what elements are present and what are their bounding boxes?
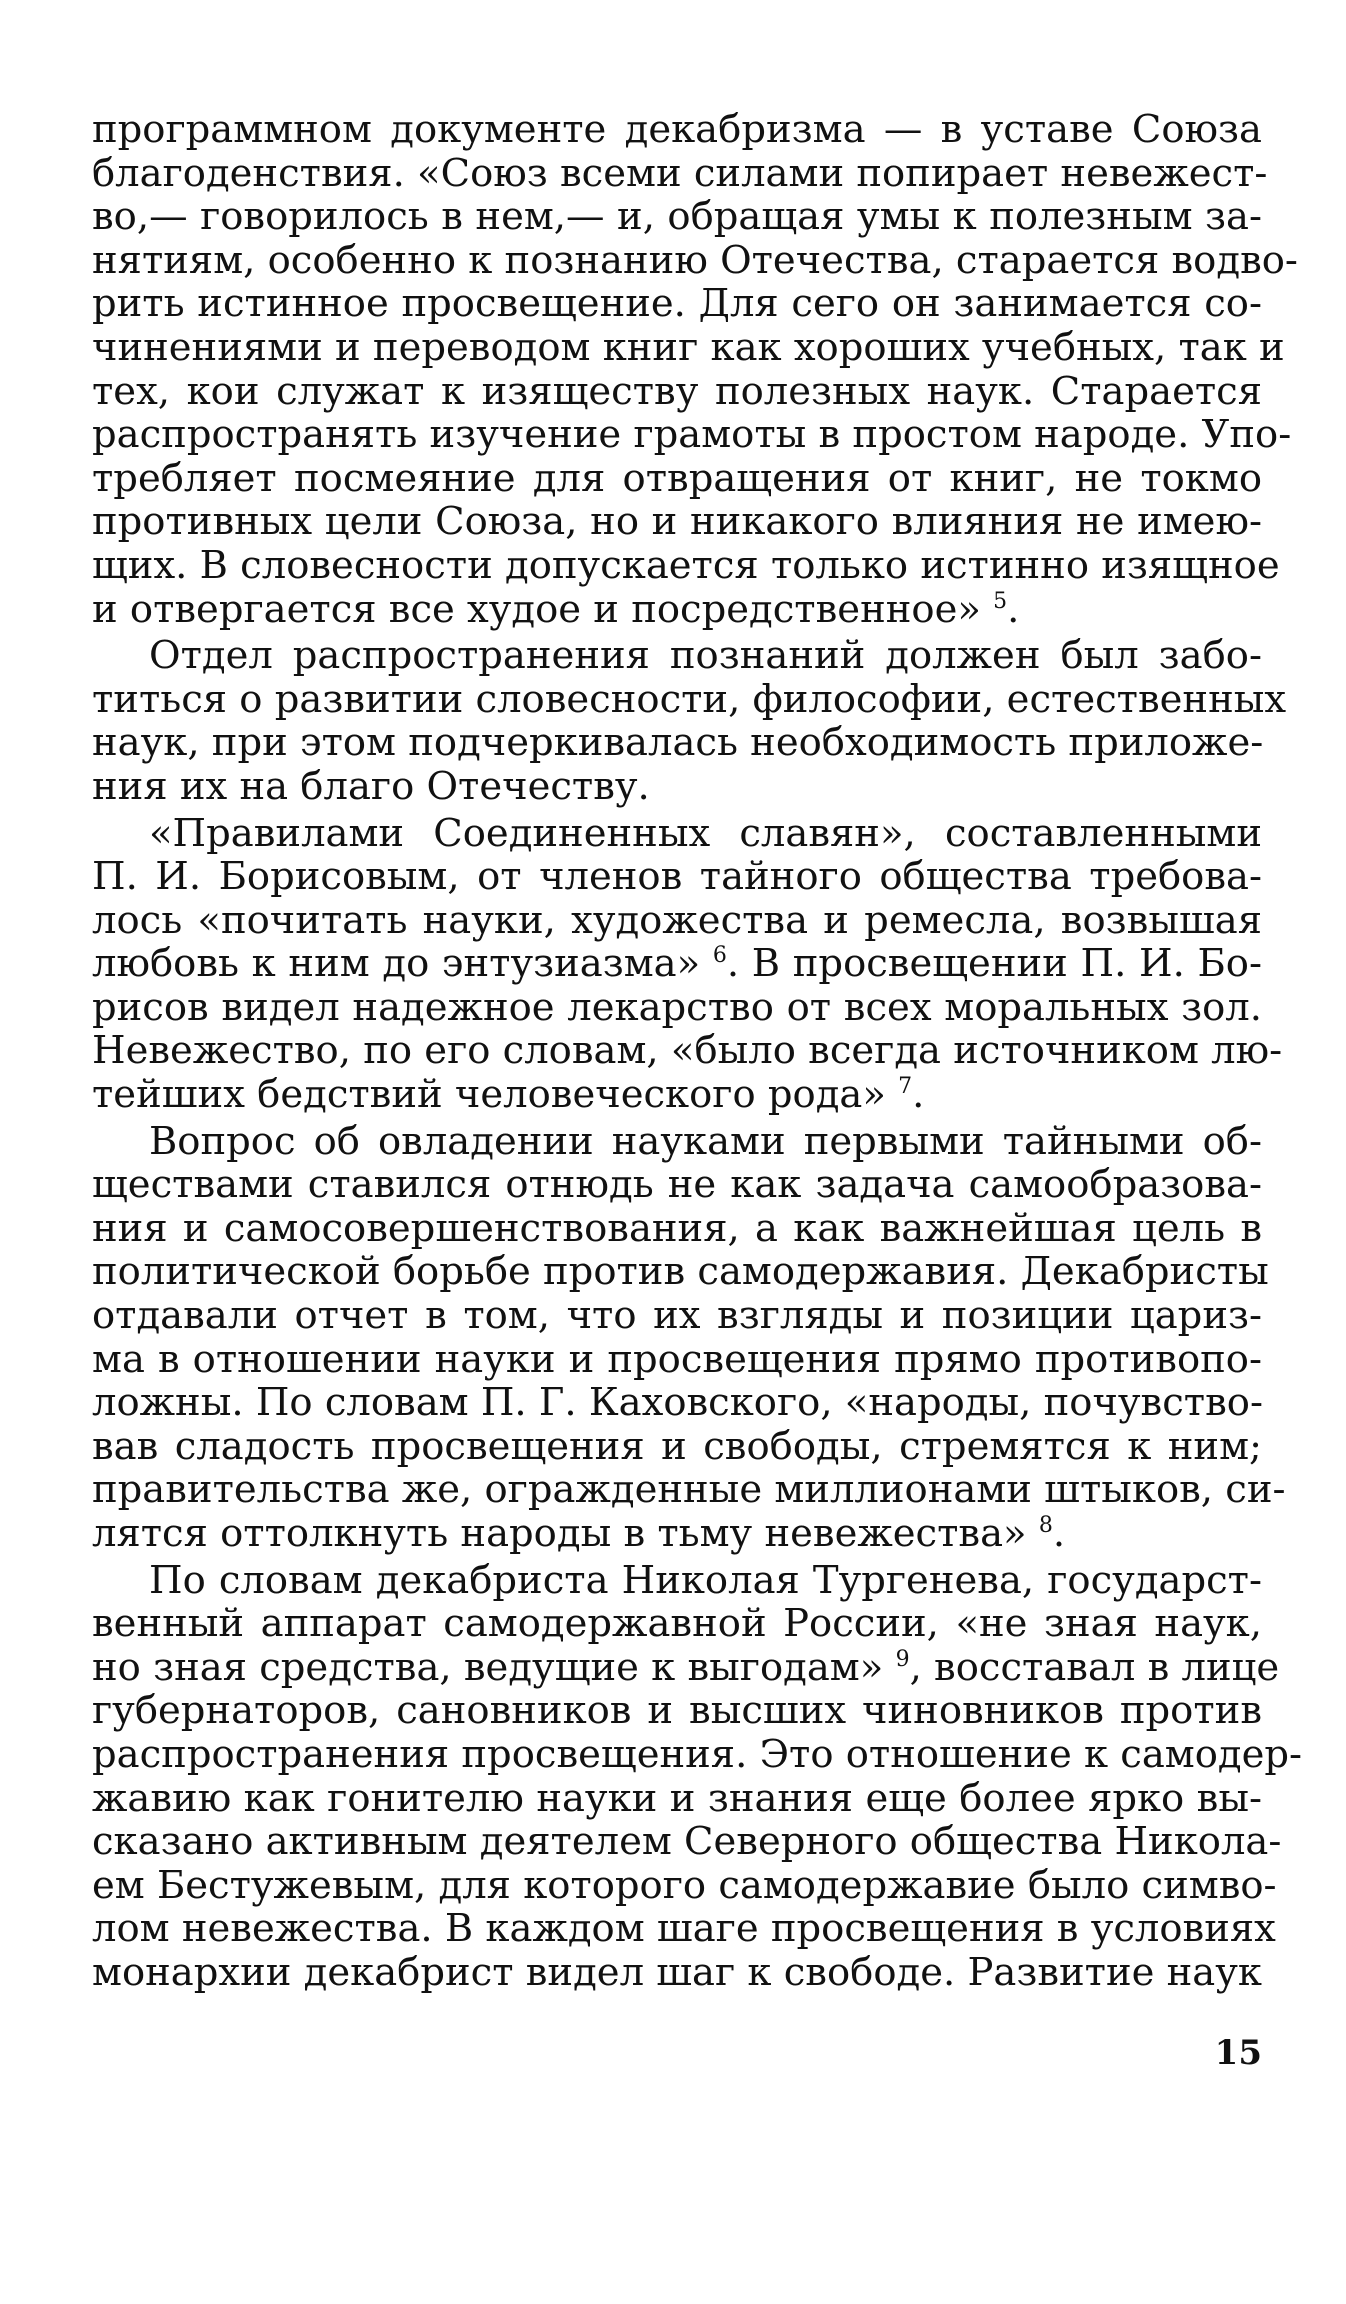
text-line [92, 1163, 1262, 1207]
text-line [92, 1819, 1282, 1865]
line-text: благоденствия. «Союз всеми силами попирает невежест- [92, 150, 1268, 196]
text-line [92, 1689, 1262, 1733]
text-line [92, 412, 1292, 458]
text-line [92, 812, 1262, 856]
text-line [92, 1951, 1262, 1995]
text-line [92, 1467, 1286, 1513]
text-line [92, 195, 1262, 239]
line-text: политической борьбе против самодержавия. Декабристы [92, 1249, 1269, 1295]
line-text: сказано активным деятелем Северного общества Никола- [92, 1819, 1282, 1865]
page-text [92, 107, 1303, 1998]
text-line [92, 1294, 1262, 1338]
line-text: ществами ставился отнюдь не как задача самообразова- [92, 1162, 1262, 1208]
line-text: лятся оттолкнуть народы в тьму невежества» [92, 1511, 1027, 1556]
line-text: во,— говорилось в нем,— и, обращая умы к полезным за- [92, 194, 1262, 240]
text-line [92, 855, 1262, 899]
text-line [92, 1425, 1262, 1469]
line-text: монархии декабрист видел шаг к свободе. Развитие наук [92, 1949, 1262, 1995]
text-line [92, 1338, 1262, 1382]
line-text: По словам декабриста Николая Тургенева, государст- [149, 1557, 1262, 1603]
text-line [92, 588, 1262, 632]
text-line [92, 721, 1262, 765]
line-text: ния их на благо Отечеству. [92, 763, 650, 809]
line-text: отдавали отчет в том, что их взгляды и позиции цариз- [92, 1293, 1262, 1339]
line-text: наук, при этом подчеркивалась необходимость приложе- [92, 720, 1264, 766]
line-text: программном документе декабризма — в уставе Союза [92, 107, 1262, 152]
text-line [92, 899, 1262, 943]
line-text: лось «почитать науки, художества и ремесла, возвышая [92, 897, 1262, 943]
text-line [92, 457, 1262, 501]
line-text: рить истинное просвещение. Для сего он занимается со- [92, 281, 1262, 327]
text-line [92, 324, 1285, 370]
line-text: венный аппарат самодержавной России, «не зная наук, [92, 1601, 1262, 1647]
text-line [92, 1559, 1262, 1603]
text-line [92, 676, 1287, 722]
line-text: ем Бестужевым, для которого самодержавие было симво- [92, 1862, 1277, 1908]
page-number: 15 [1214, 2033, 1262, 2073]
text-line [92, 634, 1262, 678]
line-text: ния и самосовершенствования, а как важнейшая цель в [92, 1205, 1262, 1251]
text-line [92, 765, 1262, 809]
line-text: тех, кои служат к изяществу полезных наук. Старается [92, 368, 1262, 414]
line-text: ма в отношении науки и просвещения прямо противопо- [92, 1336, 1262, 1382]
paragraph-3 [92, 810, 1283, 1118]
footnote-ref: 5 [993, 588, 1008, 614]
line-text: противных цели Союза, но и никакого влияния не имею- [92, 499, 1262, 545]
text-line [92, 1028, 1283, 1074]
text-line [92, 986, 1262, 1030]
text-line [92, 1249, 1269, 1295]
text-line [92, 1512, 1262, 1556]
text-line [92, 1120, 1262, 1164]
footnote-ref: 9 [895, 1646, 910, 1672]
text-line [92, 150, 1268, 196]
line-text: губернаторов, сановников и высших чиновников против [92, 1688, 1262, 1734]
footnote-ref: 6 [712, 943, 727, 969]
line-text: тейших бедствий человеческого рода» [92, 1072, 886, 1118]
line-text: вав сладость просвещения и свободы, стремятся к ним; [92, 1423, 1262, 1469]
text-line [92, 1602, 1262, 1646]
text-line [92, 108, 1262, 152]
paragraph-5 [92, 1557, 1303, 1995]
line-text: и отвергается все худое и посредственное» [92, 586, 981, 632]
line-text: титься о развитии словесности, философии, естественных [92, 676, 1287, 722]
text-line [92, 1777, 1262, 1821]
paragraph-1 [92, 107, 1298, 632]
text-line [92, 500, 1262, 544]
line-text: Невежество, по его словам, «было всегда источником лю- [92, 1028, 1283, 1074]
text-line [92, 1644, 1280, 1690]
text-line [92, 1862, 1277, 1908]
line-text: чинениями и переводом книг как хороших учебных, так и [92, 324, 1285, 370]
line-text: ложны. По словам П. Г. Каховского, «народы, почувство- [92, 1380, 1263, 1426]
line-text: распространения просвещения. Это отношение к самодер- [92, 1731, 1303, 1777]
text-line [92, 542, 1280, 588]
line-text: щих. В словесности допускается только истинно изящное [92, 542, 1280, 588]
line-text-after-note: . [1007, 586, 1020, 632]
text-line [92, 1731, 1303, 1777]
text-line [92, 1381, 1262, 1425]
text-line [92, 370, 1262, 414]
line-text: распространять изучение грамоты в простом народе. Упо- [92, 412, 1292, 458]
line-text: любовь к ним до энтузиазма» [92, 941, 701, 987]
footnote-ref: 7 [898, 1074, 913, 1100]
line-text: жавию как гонителю науки и знания еще более ярко вы- [92, 1775, 1262, 1821]
line-text-after-note: , восставал в лице [909, 1644, 1280, 1690]
line-text-after-note: . В просвещении П. И. Бо- [726, 941, 1262, 987]
line-text: П. И. Борисовым, от членов тайного общества требова- [92, 854, 1262, 900]
text-line [92, 1207, 1262, 1251]
line-text: Отдел распространения познаний должен был забо- [149, 633, 1262, 679]
text-line [92, 942, 1262, 986]
text-line [92, 282, 1262, 326]
line-text: Вопрос об овладении науками первыми тайными об- [149, 1118, 1262, 1164]
text-line [92, 237, 1298, 283]
line-text-after-note: . [1052, 1511, 1066, 1556]
line-text: нятиям, особенно к познанию Отечества, старается водво- [92, 237, 1298, 283]
line-text: но зная средства, ведущие к выгодам» [92, 1644, 884, 1690]
paragraph-4 [92, 1118, 1286, 1556]
text-line [92, 1906, 1276, 1952]
line-text: правительства же, огражденные миллионами штыков, си- [92, 1467, 1286, 1513]
line-text: рисов видел надежное лекарство от всех моральных зол. [92, 984, 1262, 1030]
line-text: лом невежества. В каждом шаге просвещения в условиях [92, 1906, 1276, 1952]
line-text: требляет посмеяние для отвращения от книг, не токмо [92, 455, 1262, 501]
text-line [92, 1073, 1262, 1117]
paragraph-2 [92, 633, 1287, 809]
line-text: «Правилами Соединенных славян», составленными [149, 810, 1262, 856]
line-text-after-note: . [912, 1072, 925, 1118]
footnote-ref: 8 [1038, 1513, 1053, 1538]
